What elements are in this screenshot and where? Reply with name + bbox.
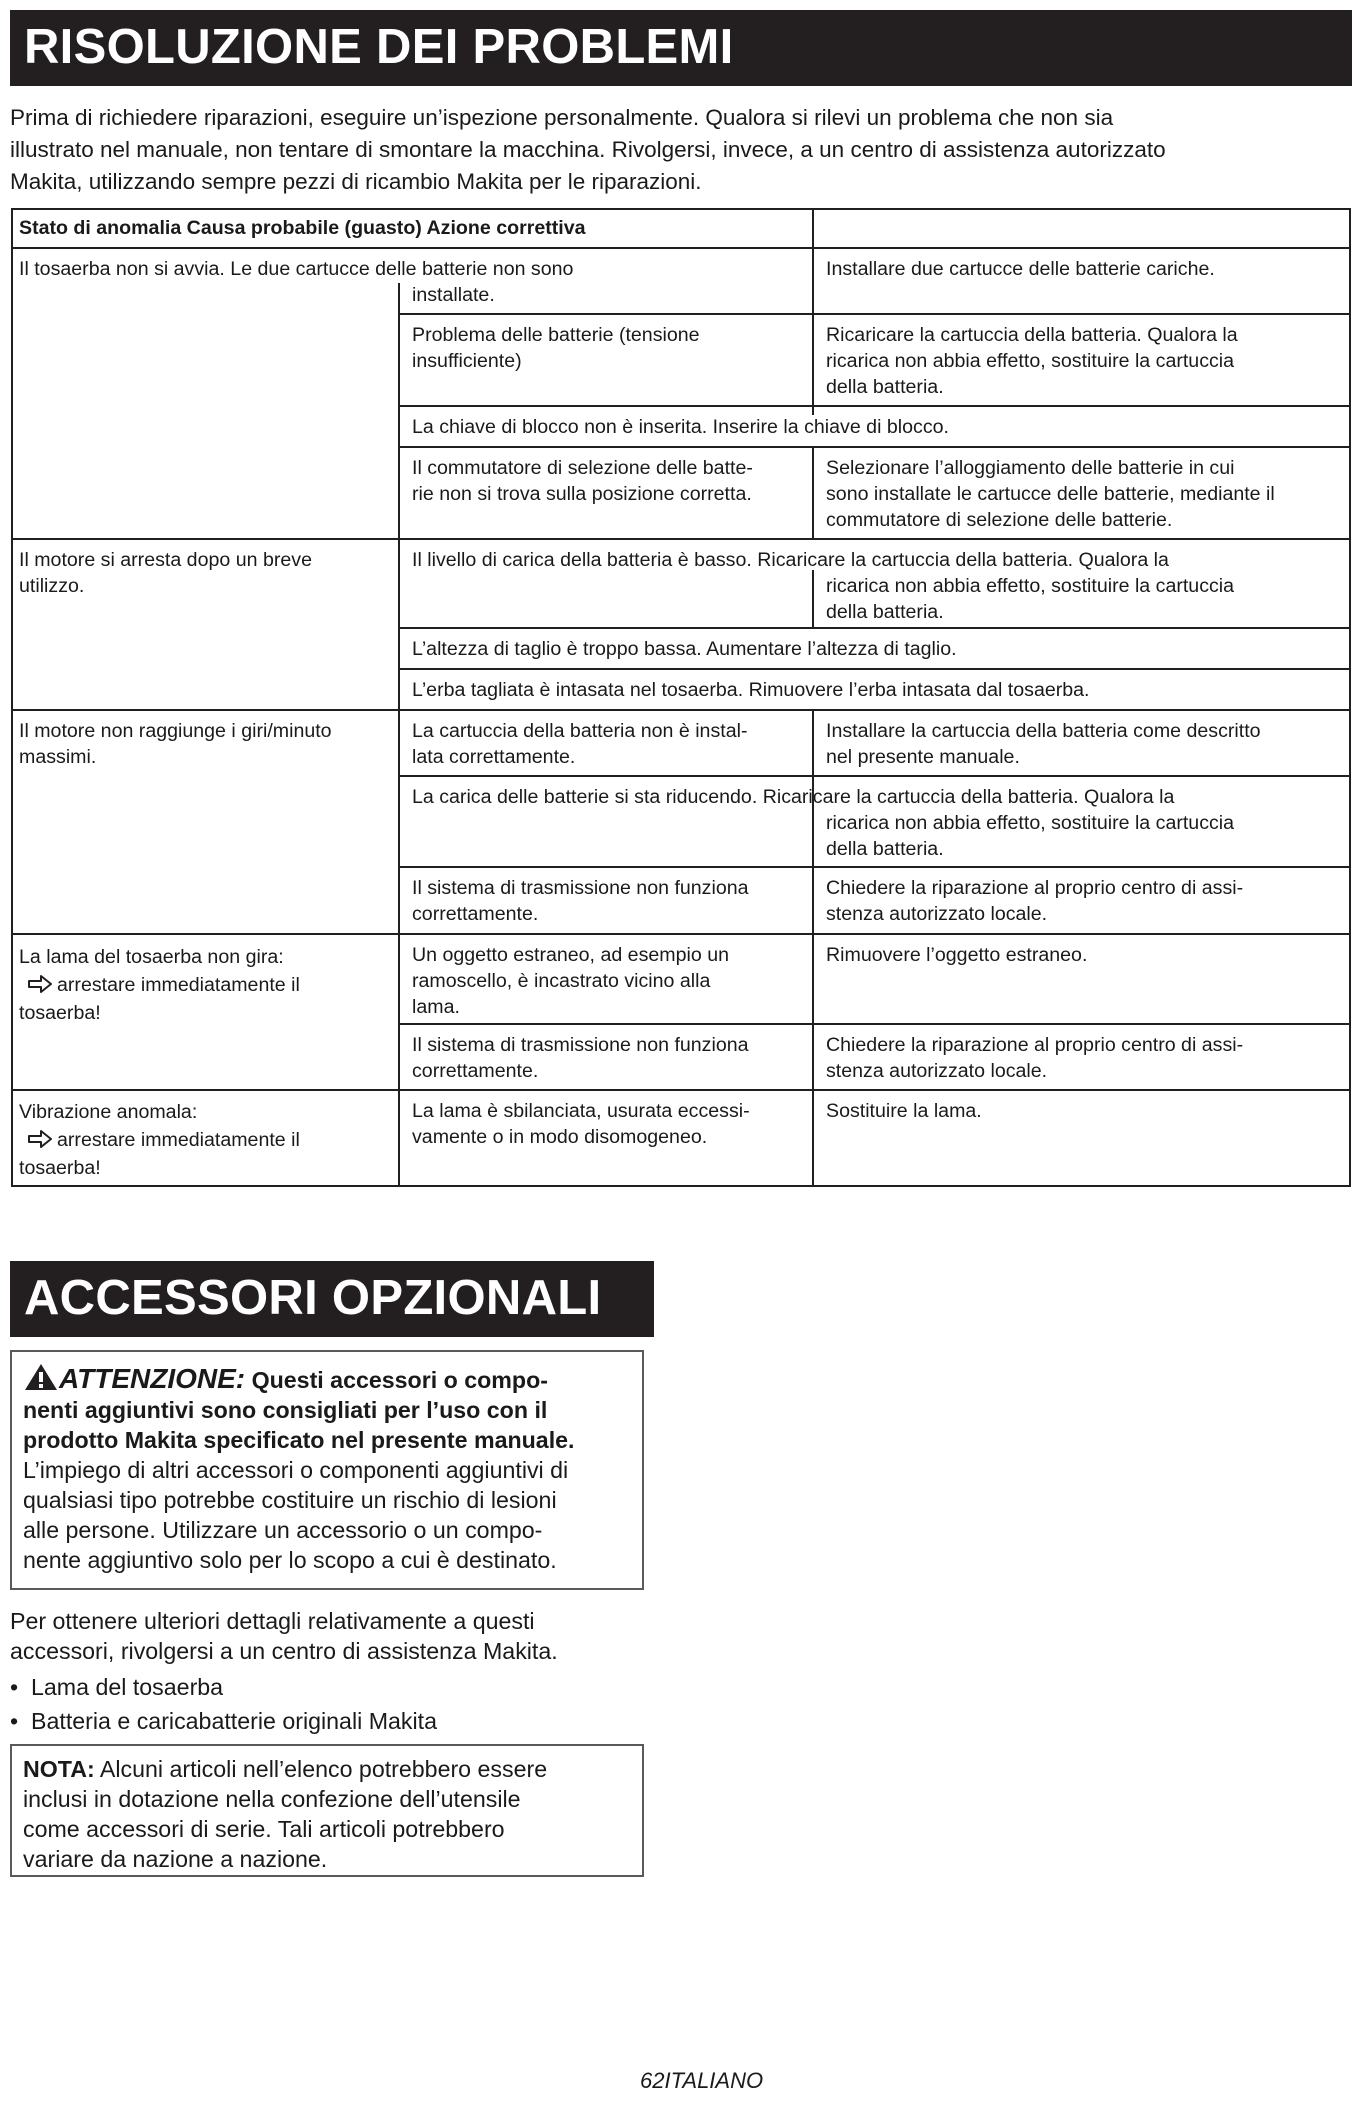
- page-number: 62: [640, 2068, 665, 2093]
- cell-line: La carica delle batterie si sta riducendo. Ricaricare la cartuccia della batteria. Qualora la: [412, 786, 1175, 808]
- table-rule: [398, 405, 1351, 407]
- table-cell-cause: [412, 1032, 749, 1084]
- table-rule: [812, 208, 814, 249]
- cell-line: insufficiente): [412, 350, 522, 372]
- table-cell-action: [826, 256, 1215, 282]
- table-rule: [398, 668, 1351, 670]
- cell-line: della batteria.: [826, 601, 944, 623]
- page-footer: [640, 2068, 763, 2094]
- warning-line: L’impiego di altri accessori o componenti aggiuntivi di: [23, 1457, 569, 1483]
- cell-line: Selezionare l’alloggiamento delle batterie in cui: [826, 457, 1235, 479]
- table-rule: [812, 247, 814, 415]
- cell-line: correttamente.: [412, 1060, 539, 1082]
- cell-line: La lama è sbilanciata, usurata eccessi-: [412, 1100, 750, 1122]
- table-cell-action: [826, 322, 1238, 400]
- table-rule: [812, 446, 814, 538]
- note-box: [10, 1744, 644, 1877]
- intro-paragraph: [10, 102, 1355, 198]
- cell-line: L’erba tagliata è intasata nel tosaerba. Rimuovere l’erba intasata dal tosaerba.: [412, 679, 1090, 701]
- cell-line: ricarica non abbia effetto, sostituire la cartuccia: [826, 575, 1235, 597]
- table-rule: [398, 627, 1351, 629]
- cell-line: Vibrazione anomala:: [19, 1101, 198, 1123]
- cell-line: Chiedere la riparazione al proprio centro di assi-: [826, 1034, 1244, 1056]
- cell-line: Il sistema di trasmissione non funziona: [412, 877, 749, 899]
- cell-line: ricarica non abbia effetto, sostituire la cartuccia: [826, 350, 1235, 372]
- cell-line: della batteria.: [826, 376, 944, 398]
- cell-line: stenza autorizzato locale.: [826, 903, 1048, 925]
- para-line: accessori, rivolgersi a un centro di assistenza Makita.: [10, 1638, 558, 1664]
- table-cell-action: [826, 455, 1275, 533]
- cell-line: correttamente.: [412, 903, 539, 925]
- cell-line: tosaerba!: [19, 1157, 101, 1179]
- table-cell-cause: [412, 455, 753, 507]
- list-item: • Lama del tosaerba: [10, 1674, 224, 1700]
- cell-line-with-arrow: [19, 1126, 300, 1154]
- table-border-right: [1349, 208, 1351, 1187]
- warning-line: qualsiasi tipo potrebbe costituire un rischio di lesioni: [23, 1487, 557, 1513]
- table-rule: [11, 709, 1351, 711]
- cell-line: rie non si trova sulla posizione corretta.: [412, 483, 752, 505]
- cell-line: Installare due cartucce delle batterie cariche.: [826, 258, 1215, 280]
- table-cell-symptom: [19, 1098, 300, 1182]
- table-rule: [812, 709, 814, 1187]
- cell-line: L’altezza di taglio è troppo bassa. Aumentare l’altezza di taglio.: [412, 638, 957, 660]
- table-header: Stato di anomalia Causa probabile (guasto) Azione correttiva: [19, 217, 586, 239]
- table-cell-cause: [412, 875, 749, 927]
- cell-line: vamente o in modo disomogeneo.: [412, 1126, 708, 1148]
- cell-line: massimi.: [19, 746, 97, 768]
- table-rule: [398, 446, 1351, 448]
- warning-text: Questi accessori o compo-: [245, 1367, 548, 1393]
- note-line: variare da nazione a nazione.: [23, 1846, 328, 1872]
- cell-line: Il motore non raggiunge i giri/minuto: [19, 720, 332, 742]
- note-line: [23, 1754, 632, 1784]
- table-cell-cause: [412, 1098, 750, 1150]
- warning-label: ATTENZIONE:: [59, 1363, 246, 1394]
- cell-line: lata correttamente.: [412, 746, 576, 768]
- warning-line: nenti aggiuntivi sono consigliati per l’uso con il: [23, 1397, 548, 1423]
- table-rule: [398, 313, 1351, 315]
- table-cell-action: [826, 718, 1261, 770]
- warning-line: alle persone. Utilizzare un accessorio o un compo-: [23, 1517, 543, 1543]
- note-label: NOTA:: [23, 1756, 95, 1782]
- cell-line: Il tosaerba non si avvia. Le due cartucce delle batterie non sono: [19, 258, 574, 280]
- warning-line: nente aggiuntivo solo per lo scopo a cui è destinato.: [23, 1547, 557, 1573]
- cell-line: della batteria.: [826, 838, 944, 860]
- cell-line: Problema delle batterie (tensione: [412, 324, 700, 346]
- warning-triangle-icon: [23, 1362, 59, 1392]
- cell-line: lama.: [412, 996, 460, 1018]
- cell-line: La chiave di blocco non è inserita. Inserire la chiave di blocco.: [412, 416, 949, 438]
- table-cell-action: [826, 1032, 1243, 1084]
- cell-line: arrestare immediatamente il: [57, 974, 300, 996]
- table-rule: [11, 933, 1351, 935]
- table-border-left: [11, 208, 13, 1187]
- table-cell-cause: [412, 547, 1169, 573]
- section-title-optional-accessories: ACCESSORI OPZIONALI: [10, 1261, 654, 1337]
- cell-line: ricarica non abbia effetto, sostituire la cartuccia: [826, 812, 1235, 834]
- table-rule: [398, 1023, 1351, 1025]
- cell-line: Installare la cartuccia della batteria come descritto: [826, 720, 1261, 742]
- table-rule: [11, 1089, 1351, 1091]
- cell-line: Un oggetto estraneo, ad esempio un: [412, 944, 729, 966]
- list-item-text: Lama del tosaerba: [31, 1674, 224, 1700]
- cell-line: ramoscello, è incastrato vicino alla: [412, 970, 711, 992]
- cell-line: Il livello di carica della batteria è basso. Ricaricare la cartuccia della batteria. Qualora la: [412, 549, 1169, 571]
- table-cell-action: [826, 942, 1087, 968]
- arrow-right-icon: [27, 974, 53, 994]
- table-cell-action: [826, 1098, 982, 1124]
- cell-line: arrestare immediatamente il: [57, 1129, 300, 1151]
- table-cell-cause: [412, 322, 700, 374]
- table-cell-symptom: [19, 547, 312, 599]
- cell-line: Il commutatore di selezione delle batte-: [412, 457, 753, 479]
- table-cell-cause: [412, 636, 957, 662]
- cell-line-with-arrow: [19, 971, 300, 999]
- cell-line: La cartuccia della batteria non è instal-: [412, 720, 748, 742]
- intro-line: Prima di richiedere riparazioni, eseguire un’ispezione personalmente. Qualora si rilevi un problema che non sia: [10, 105, 1114, 130]
- list-item-text: Batteria e caricabatterie originali Makita: [31, 1708, 437, 1734]
- table-rule: [398, 283, 400, 1187]
- para-line: Per ottenere ulteriori dettagli relativamente a questi: [10, 1608, 535, 1634]
- cell-line: Chiedere la riparazione al proprio centro di assi-: [826, 877, 1244, 899]
- cell-line: nel presente manuale.: [826, 746, 1020, 768]
- table-cell-symptom: [19, 256, 573, 282]
- footer-language: ITALIANO: [664, 2068, 764, 2093]
- intro-line: illustrato nel manuale, non tentare di smontare la macchina. Rivolgersi, invece, a un centro di assistenza autorizzato: [10, 137, 1166, 162]
- table-cell-cause: [412, 718, 747, 770]
- arrow-right-icon: [27, 1129, 53, 1149]
- table-cell-action: [826, 573, 1234, 625]
- intro-line: Makita, utilizzando sempre pezzi di ricambio Makita per le riparazioni.: [10, 169, 702, 194]
- warning-line: [23, 1362, 632, 1395]
- cell-line: Il sistema di trasmissione non funziona: [412, 1034, 749, 1056]
- table-cell-symptom: [19, 718, 332, 770]
- cell-line: Sostituire la lama.: [826, 1100, 982, 1122]
- list-item: • Batteria e caricabatterie originali Makita: [10, 1708, 437, 1734]
- cell-line: La lama del tosaerba non gira:: [19, 946, 284, 968]
- table-cell-cause: [412, 282, 495, 308]
- cell-line: sono installate le cartucce delle batterie, mediante il: [826, 483, 1275, 505]
- cell-line: Rimuovere l’oggetto estraneo.: [826, 944, 1088, 966]
- table-rule: [11, 538, 1351, 540]
- cell-line: stenza autorizzato locale.: [826, 1060, 1048, 1082]
- table-border-bottom: [11, 1185, 1351, 1187]
- cell-line: utilizzo.: [19, 575, 85, 597]
- section-title-troubleshooting: RISOLUZIONE DEI PROBLEMI: [10, 10, 1352, 86]
- cell-line: tosaerba!: [19, 1002, 101, 1024]
- table-cell-action: [826, 875, 1243, 927]
- cell-line: Ricaricare la cartuccia della batteria. Qualora la: [826, 324, 1238, 346]
- warning-box: [10, 1350, 644, 1590]
- table-rule: [398, 866, 1351, 868]
- note-line: inclusi in dotazione nella confezione dell’utensile: [23, 1786, 521, 1812]
- table-cell-symptom: [19, 943, 300, 1027]
- table-cell-cause: [412, 414, 949, 440]
- note-text: Alcuni articoli nell’elenco potrebbero essere: [94, 1756, 548, 1782]
- accessories-paragraph: [10, 1606, 660, 1666]
- table-cell-cause: [412, 784, 1174, 810]
- table-cell-action: [826, 810, 1234, 862]
- table-rule: [812, 570, 814, 627]
- warning-line: prodotto Makita specificato nel presente manuale.: [23, 1427, 575, 1453]
- table-rule: [11, 247, 1351, 249]
- cell-line: installate.: [412, 284, 495, 306]
- note-line: come accessori di serie. Tali articoli potrebbero: [23, 1816, 505, 1842]
- cell-line: Il motore si arresta dopo un breve: [19, 549, 312, 571]
- table-cell-cause: [412, 942, 729, 1020]
- table-border-top: [11, 208, 1351, 210]
- cell-line: commutatore di selezione delle batterie.: [826, 509, 1173, 531]
- table-rule: [398, 775, 1351, 777]
- table-cell-cause: [412, 677, 1090, 703]
